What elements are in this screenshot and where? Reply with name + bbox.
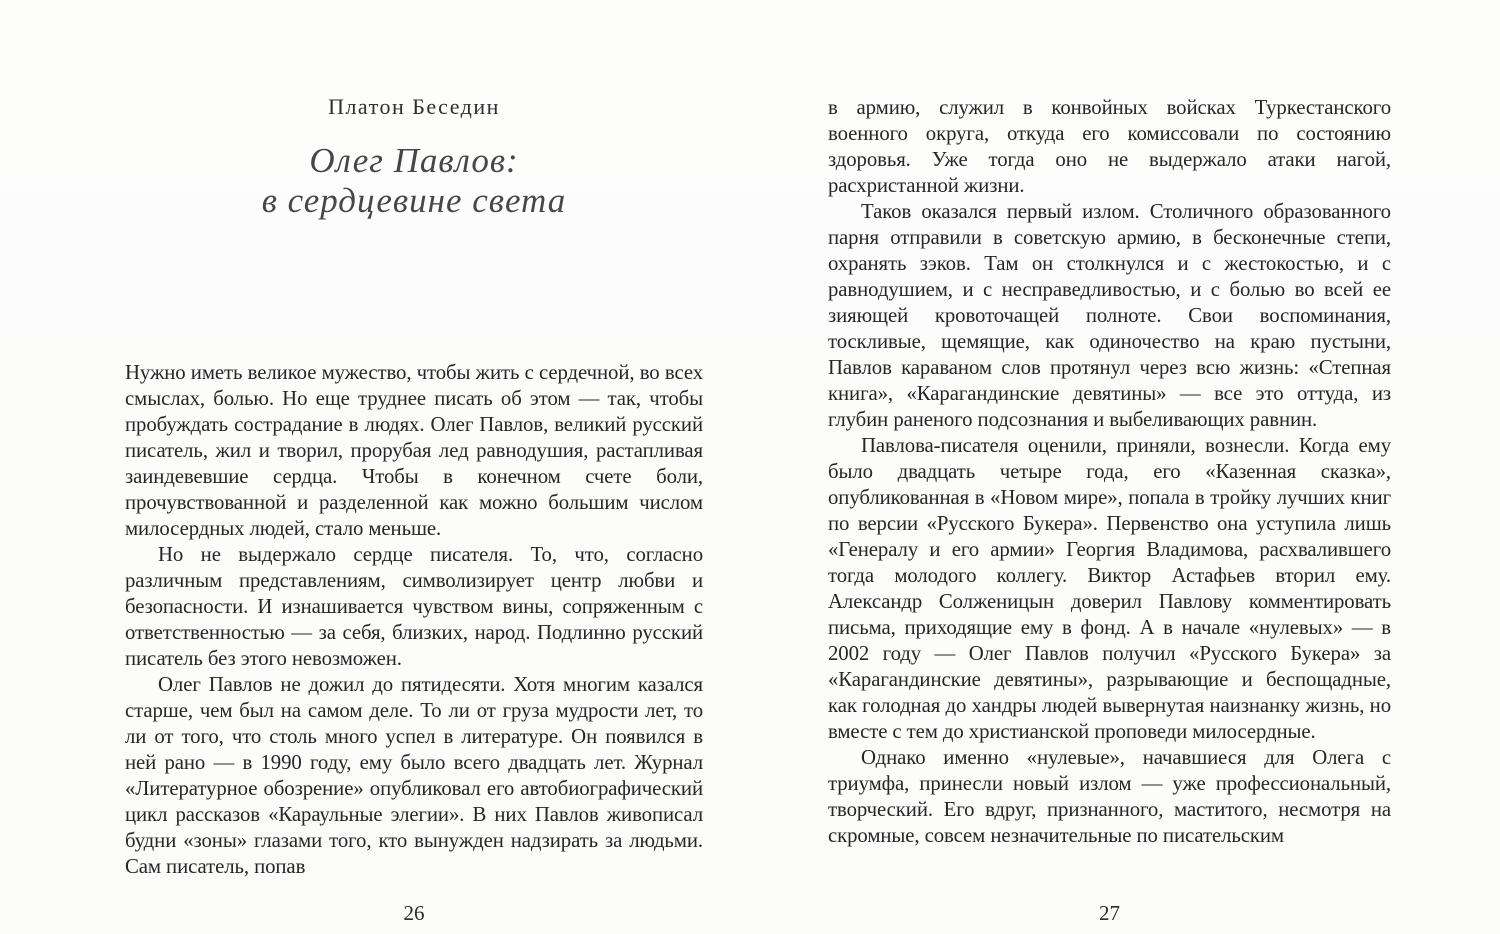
- chapter-title-line2: в сердцевине света: [261, 181, 567, 220]
- paragraph: в армию, служил в конвойных войсках Туркестанского военного округа, откуда его комиссовали по состоянию здоровья. Уже тогда оно не выдержало атаки нагой, расхристанной жизни.: [828, 96, 1391, 197]
- paragraph: Однако именно «нулевые», начавшиеся для Олега с триумфа, принесли новый излом — уже профессиональный, творческий. Его вдруг, признанного, маститого, несмотря на скромные, совсем незначительные по писательским: [828, 746, 1391, 847]
- page-number-right: 27: [1099, 901, 1120, 925]
- page-right: [828, 0, 1391, 934]
- paragraph: Олег Павлов не дожил до пятидесяти. Хотя многим казался старше, чем был на самом деле. То ли от груза мудрости лет, то ли от того, что столь много успел в литературе. Он появился в ней рано — в 1990 году, ему было всего двадцать лет. Журнал «Литературное обозрение» опубликовал его автобиографический цикл рассказов «Караульные элегии». В них Павлов живописал будни «зоны» глазами того, кто вынужден надзирать за людьми. Сам писатель, попав: [125, 673, 703, 878]
- chapter-title-line1: Олег Павлов:: [309, 141, 519, 180]
- page-left-body: [125, 360, 703, 880]
- paragraph: Таков оказался первый излом. Столичного образованного парня отправили в советскую армию, в бесконечные степи, охранять зэков. Там он столкнулся и с жестокостью, и с равнодушием, и с несправедливостью, и с болью во всей ее зияющей кровоточащей полноте. Свои воспоминания, тоскливые, щемящие, как одиночество на краю пустыни, Павлов караваном слов протянул через всю жизнь: «Степная книга», «Карагандинские девятины» — все это оттуда, из глубин раненого подсознания и выбеливающих равнин.: [828, 200, 1391, 431]
- page-right-body: [828, 95, 1391, 849]
- page-number-left: 26: [403, 901, 425, 925]
- author-name: Платон Беседин: [328, 94, 500, 119]
- paragraph: Павлова-писателя оценили, приняли, вознесли. Когда ему было двадцать четыре года, его «Казенная сказка», опубликованная в «Новом мире», попала в тройку лучших книг по версии «Русского Букера». Первенство она уступила лишь «Генералу и его армии» Георгия Владимова, расхвалившего тогда молодого коллегу. Виктор Астафьев вторил ему. Александр Солженицын доверил Павлову комментировать письма, приходящие ему в фонд. А в начале «нулевых» — в 2002 году — Олег Павлов получил «Русского Букера» за «Карагандинские девятины», разрывающие и беспощадные, как голодная до хандры людей вывернутая наизнанку жизнь, но вместе с тем до христианской проповеди милосердные.: [828, 434, 1391, 743]
- page-left: [125, 0, 703, 934]
- chapter-title: [125, 141, 703, 221]
- paragraph: Но не выдержало сердце писателя. То, что, согласно различным представлениям, символизирует центр любви и безопасности. И изнашивается чувством вины, сопряженным с ответственностью — за себя, близких, народ. Подлинно русский писатель без этого невозможен.: [125, 543, 703, 670]
- paragraph: Нужно иметь великое мужество, чтобы жить с сердечной, во всех смыслах, болью. Но еще труднее писать об этом — так, чтобы пробуждать сострадание в людях. Олег Павлов, великий русский писатель, жил и творил, прорубая лед равнодушия, растапливая заиндевевшие сердца. Чтобы в конечном счете боли, прочувствованной и разделенной как можно большим числом милосердных людей, стало меньше.: [125, 361, 703, 540]
